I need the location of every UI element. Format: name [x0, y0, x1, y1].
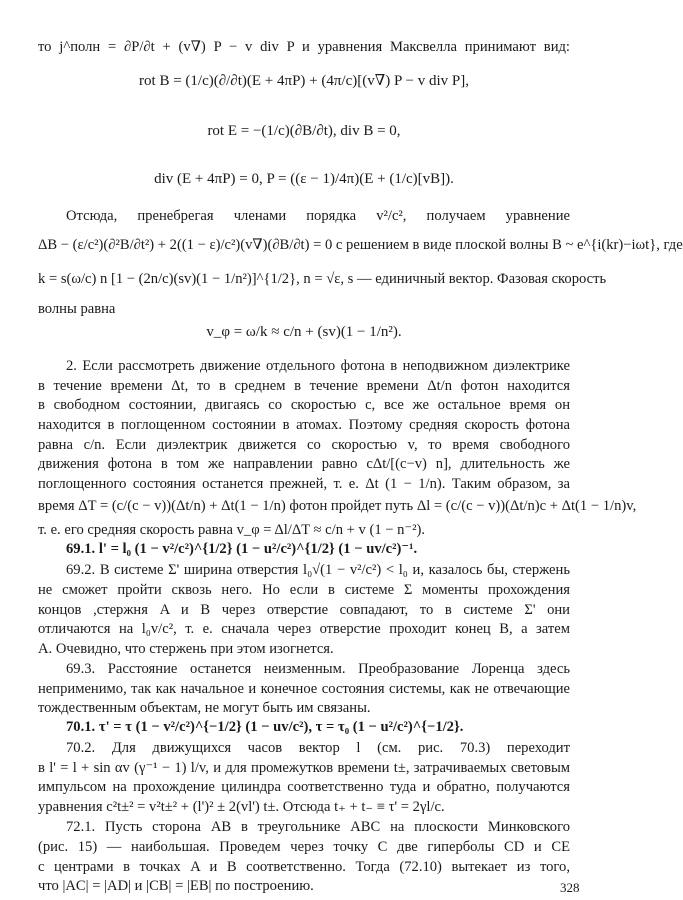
- answer-70-2-line: 70.2. Для движущихся часов вектор l (см. рис. 70.3) переходит: [66, 740, 570, 756]
- page-number: 328: [560, 880, 580, 895]
- equation-div: div (E + 4πP) = 0, P = ((ε − 1)/4π)(E + (1/c)[vB]).: [154, 171, 454, 187]
- answer-70-2-line: импульсом на прохождение цилиндра соответственно туда и обратно, получаются: [38, 779, 570, 795]
- answer-72-1-line: с центрами в точках A и B соответственно. Тогда (72.10) вытекает из того,: [38, 859, 570, 875]
- answer-72-1-line: что |AC| = |AD| и |CB| = |EB| по построению.: [38, 878, 314, 894]
- paragraph-2-line: движения фотона в том же направлении равно cΔt/[(c−v) n], длительность же: [38, 456, 570, 472]
- answer-69-1: 69.1. l' = l₀ (1 − v²/c²)^{1/2} (1 − u²/c²)^{1/2} (1 − uv/c²)⁻¹.: [66, 541, 418, 557]
- paragraph-2-line: поглощенного состояния останется прежней, т. е. Δt (1 − 1/n). Таким образом, за: [38, 476, 570, 492]
- answer-69-2-line: концов ,стержня A и B через отверстие совпадают, то в системе Σ' они: [38, 602, 570, 618]
- answer-69-2-line: 69.2. В системе Σ' ширина отверстия l₀√(1 − v²/c²) < l₀ и, казалось бы, стержень: [66, 562, 570, 578]
- answer-70-1: 70.1. τ' = τ (1 − v²/c²)^{−1/2} (1 − uv/c²), τ = τ₀ (1 − u²/c²)^{−1/2}.: [66, 719, 464, 735]
- paragraph-2-line: в течение времени Δt, то в среднем в течение времени Δt/n фотон находится: [38, 378, 570, 394]
- answer-69-2-line: отличаются на l₀v/c², т. е. сначала через отверстие проходит конец B, а затем: [38, 621, 570, 637]
- equation-rot-b: rot B = (1/c)(∂/∂t)(E + 4πP) + (4π/c)[(v∇) P − v div P],: [139, 73, 469, 89]
- answer-69-3-line: тождественным объектам, не могут быть им связаны.: [38, 700, 371, 716]
- equation-phase-velocity: v_φ = ω/k ≈ c/n + (sv)(1 − 1/n²).: [206, 324, 402, 340]
- paragraph-2-line: находится в поглощенном состоянии в атомах. Поэтому средняя скорость фотона: [38, 417, 570, 433]
- equation-time-path: время ΔT = (c/(c − v))(Δt/n) + Δt(1 − 1/n) фотон пройдет путь Δl = (c/(c − v))(Δt/n)c + Δt(1 − 1/n)v,: [38, 498, 637, 514]
- answer-72-1-line: (рис. 15) — наибольшая. Проведем через точку C две гиперболы CD и CE: [38, 839, 570, 855]
- answer-69-2-line: A. Очевидно, что стержень при этом изогнется.: [38, 641, 334, 657]
- text-line: Отсюда, пренебрегая членами порядка v²/c², получаем уравнение: [66, 208, 570, 224]
- equation-rot-e: rot E = −(1/c)(∂B/∂t), div B = 0,: [207, 123, 401, 139]
- equation-wave: ΔB − (ε/c²)(∂²B/∂t²) + 2((1 − ε)/c²)(v∇)(∂B/∂t) = 0 с решением в виде плоской волны B ~ e^{i(kr)−iωt}, где: [38, 237, 683, 253]
- answer-72-1-line: 72.1. Пусть сторона AB в треугольнике ABC на плоскости Минковского: [66, 819, 570, 835]
- text-line: волны равна: [38, 301, 116, 317]
- equation-k: k = s(ω/c) n [1 − (2n/c)(sv)(1 − 1/n²)]^{1/2}, n = √ε, s — единичный вектор. Фазовая скорость: [38, 271, 607, 287]
- text-line: то j^полн = ∂P/∂t + (v∇) P − v div P и уравнения Максвелла принимают вид:: [38, 39, 570, 55]
- answer-70-2-line: уравнения c²t±² = v²t±² + (l')² ± 2(vl') t±. Отсюда t₊ + t₋ ≡ τ' = 2γl/c.: [38, 799, 445, 815]
- answer-69-2-line: не сможет пройти сквозь него. Но если в системе Σ моменты прохождения: [38, 582, 570, 598]
- paragraph-2-line: т. е. его средняя скорость равна v_φ = Δl/ΔT ≈ c/n + v (1 − n⁻²).: [38, 522, 426, 538]
- paragraph-2-line: 2. Если рассмотреть движение отдельного фотона в неподвижном диэлектрике: [66, 358, 570, 374]
- answer-69-3-line: 69.3. Расстояние останется неизменным. Преобразование Лоренца здесь: [66, 661, 570, 677]
- answer-69-3-line: неприменимо, так как начальное и конечное состояния системы, как не отвечающие: [38, 681, 570, 697]
- paragraph-2-line: в свободном состоянии, двигаясь со скоростью c, все же остальное время он: [38, 397, 570, 413]
- answer-70-2-line: в l' = l + sin αv (γ⁻¹ − 1) l/v, и для промежутков времени t±, затрачиваемых световым: [38, 760, 570, 776]
- paragraph-2-line: равна c/n. Если диэлектрик движется со скоростью v, то время свободного: [38, 437, 570, 453]
